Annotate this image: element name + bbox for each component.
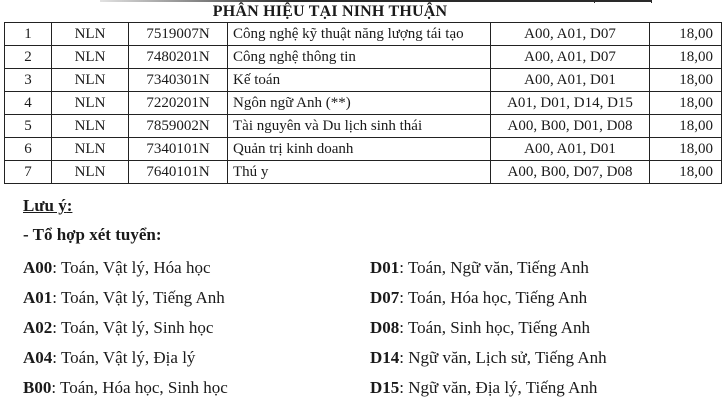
- table-row: [5, 161, 722, 184]
- cell-score: 18,00: [650, 138, 722, 161]
- combo-subjects: : Toán, Vật lý, Sinh học: [52, 318, 214, 337]
- combo-list-right: [370, 257, 607, 407]
- combo-code: B00: [23, 378, 52, 397]
- cell-major-name: Thú y: [228, 161, 491, 184]
- cell-score: 18,00: [650, 23, 722, 46]
- combo-subjects: : Toán, Hóa học, Tiếng Anh: [399, 288, 588, 307]
- cell-major-name: Công nghệ thông tin: [228, 46, 491, 69]
- cell-score: 18,00: [650, 92, 722, 115]
- combo-subjects: : Ngữ văn, Địa lý, Tiếng Anh: [399, 378, 598, 397]
- combo-list-left: [23, 257, 228, 407]
- cell-major-code: 7220201N: [129, 92, 228, 115]
- combo-item: [370, 257, 607, 287]
- combo-item: [23, 347, 228, 377]
- cell-stt: 5: [5, 115, 52, 138]
- combo-item: [370, 287, 607, 317]
- combo-code: D15: [370, 378, 400, 397]
- cell-stt: 4: [5, 92, 52, 115]
- combo-code: A02: [23, 318, 53, 337]
- admissions-table: [4, 22, 722, 184]
- previous-table-bottom-border: [100, 0, 652, 2]
- cell-major-name: Công nghệ kỹ thuật năng lượng tái tạo: [228, 23, 491, 46]
- combo-subjects: : Toán, Vật lý, Tiếng Anh: [52, 288, 225, 307]
- cell-major-code: 7519007N: [129, 23, 228, 46]
- cell-major-code: 7340101N: [129, 138, 228, 161]
- cell-stt: 1: [5, 23, 52, 46]
- combo-subjects: : Toán, Vật lý, Địa lý: [52, 348, 196, 367]
- cell-school-code: NLN: [52, 161, 129, 184]
- cell-school-code: NLN: [52, 46, 129, 69]
- combo-code: D08: [370, 318, 400, 337]
- table-row: [5, 23, 722, 46]
- cell-school-code: NLN: [52, 92, 129, 115]
- cell-subject-combos: A00, A01, D07: [491, 23, 650, 46]
- cell-subject-combos: A00, B00, D07, D08: [491, 161, 650, 184]
- cell-school-code: NLN: [52, 23, 129, 46]
- notes-heading: [23, 196, 72, 216]
- cell-stt: 7: [5, 161, 52, 184]
- cell-stt: 2: [5, 46, 52, 69]
- cell-major-name: Ngôn ngữ Anh (**): [228, 92, 491, 115]
- combo-item: [23, 317, 228, 347]
- cell-score: 18,00: [650, 69, 722, 92]
- combo-section-heading: - Tổ hợp xét tuyển:: [23, 225, 162, 244]
- combo-code: A00: [23, 258, 53, 277]
- table-row: [5, 138, 722, 161]
- table-row: [5, 69, 722, 92]
- combo-item: [23, 377, 228, 407]
- combo-item: [370, 347, 607, 377]
- cell-stt: 3: [5, 69, 52, 92]
- combo-subjects: : Toán, Sinh học, Tiếng Anh: [399, 318, 590, 337]
- combo-item: [23, 287, 228, 317]
- cell-score: 18,00: [650, 115, 722, 138]
- cell-major-name: Kế toán: [228, 69, 491, 92]
- cell-major-name: Quản trị kinh doanh: [228, 138, 491, 161]
- combo-code: D07: [370, 288, 400, 307]
- cell-school-code: NLN: [52, 138, 129, 161]
- table-row: [5, 92, 722, 115]
- cell-major-code: 7340301N: [129, 69, 228, 92]
- table-row: [5, 115, 722, 138]
- combo-code: D14: [370, 348, 400, 367]
- notes-heading-text: Lưu ý: [23, 196, 67, 215]
- cell-school-code: NLN: [52, 115, 129, 138]
- combo-subjects: : Toán, Vật lý, Hóa học: [52, 258, 211, 277]
- combo-item: [370, 377, 607, 407]
- cell-subject-combos: A01, D01, D14, D15: [491, 92, 650, 115]
- cell-subject-combos: A00, A01, D07: [491, 46, 650, 69]
- cell-major-code: 7859002N: [129, 115, 228, 138]
- cell-major-code: 7640101N: [129, 161, 228, 184]
- cell-school-code: NLN: [52, 69, 129, 92]
- combo-subjects: : Toán, Ngữ văn, Tiếng Anh: [399, 258, 589, 277]
- combo-code: A04: [23, 348, 53, 367]
- table-row: [5, 46, 722, 69]
- cell-subject-combos: A00, A01, D01: [491, 69, 650, 92]
- combo-item: [23, 257, 228, 287]
- cell-subject-combos: A00, A01, D01: [491, 138, 650, 161]
- combo-subjects: : Toán, Hóa học, Sinh học: [51, 378, 228, 397]
- cell-subject-combos: A00, B00, D01, D08: [491, 115, 650, 138]
- combo-code: A01: [23, 288, 53, 307]
- notes-heading-colon: :: [66, 196, 73, 215]
- combo-item: [370, 317, 607, 347]
- cell-stt: 6: [5, 138, 52, 161]
- cell-major-name: Tài nguyên và Du lịch sinh thái: [228, 115, 491, 138]
- combo-subjects: : Ngữ văn, Lịch sử, Tiếng Anh: [399, 348, 607, 367]
- cell-major-code: 7480201N: [129, 46, 228, 69]
- cell-score: 18,00: [650, 46, 722, 69]
- section-title: PHÂN HIỆU TẠI NINH THUẬN: [212, 3, 448, 20]
- combo-code: D01: [370, 258, 400, 277]
- cell-score: 18,00: [650, 161, 722, 184]
